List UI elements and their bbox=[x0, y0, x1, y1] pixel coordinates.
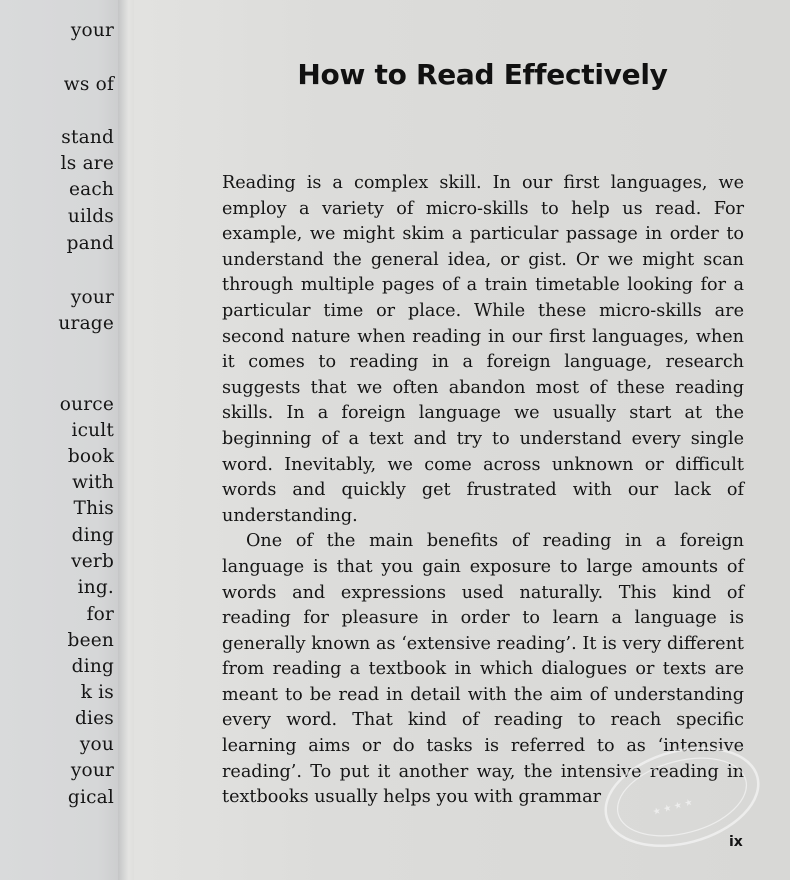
left-page-line: verb bbox=[71, 551, 114, 572]
body-text bbox=[222, 171, 744, 811]
left-page-line: stand bbox=[61, 127, 114, 148]
left-page-line: k is bbox=[80, 682, 114, 703]
chapter-title: How to Read Effectively bbox=[297, 58, 668, 91]
left-page-line: for bbox=[86, 604, 114, 625]
left-page-line: your bbox=[70, 287, 114, 308]
left-page-line: ding bbox=[71, 525, 114, 546]
left-page-line: you bbox=[79, 734, 114, 755]
left-page-line: your bbox=[70, 760, 114, 781]
left-page-line: ource bbox=[59, 394, 114, 415]
left-page-line: ding bbox=[71, 656, 114, 677]
left-page-line: ls are bbox=[60, 153, 114, 174]
paragraph: One of the main benefits of reading in a foreign language is that you gain exposure to large amounts of words and expressions used naturally. This kind of reading for pleasure in order to learn a language is generally known as ‘extensive reading’. It is very different from reading a textbook in which dialogues or texts are meant to be read in detail with the aim of understanding every word. That kind of reading to reach specific learning aims or do tasks is referred to as ‘intensive reading’. To put it another way, the intensive reading in textbooks usually helps you with grammar bbox=[222, 531, 744, 808]
left-page-line: been bbox=[67, 630, 114, 651]
left-page-line: This bbox=[73, 498, 114, 519]
left-page-line: uilds bbox=[67, 206, 114, 227]
svg-text:★ ★ ★ ★: ★ ★ ★ ★ bbox=[651, 797, 694, 818]
page-number: ix bbox=[729, 834, 743, 850]
left-page-line: ws of bbox=[63, 74, 114, 95]
left-page-line: book bbox=[67, 446, 114, 467]
paragraph: Reading is a complex skill. In our first languages, we employ a variety of micro-skills to help us read. For example, we might skim a particular passage in order to understand the general idea, or gist. Or we might scan through multiple pages of a train timetable looking for a particular time or place. While these micro-skills are second nature when reading in our first languages, when it comes to reading in a foreign language, research suggests that we often abandon most of these reading skills. In a foreign language we usually start at the beginning of a text and try to understand every single word. Inevitably, we come across unknown or difficult words and quickly get frustrated with our lack of understanding. bbox=[222, 173, 744, 526]
left-page-line: urage bbox=[58, 313, 114, 334]
left-page-line: your bbox=[70, 20, 114, 41]
left-page-line: dies bbox=[74, 708, 114, 729]
left-page-line: ing. bbox=[77, 577, 114, 598]
left-page-line: with bbox=[72, 472, 114, 493]
left-page-line: each bbox=[68, 179, 114, 200]
left-page-line: icult bbox=[71, 420, 114, 441]
left-page-line: pand bbox=[66, 233, 114, 254]
left-page-line: gical bbox=[67, 787, 114, 808]
